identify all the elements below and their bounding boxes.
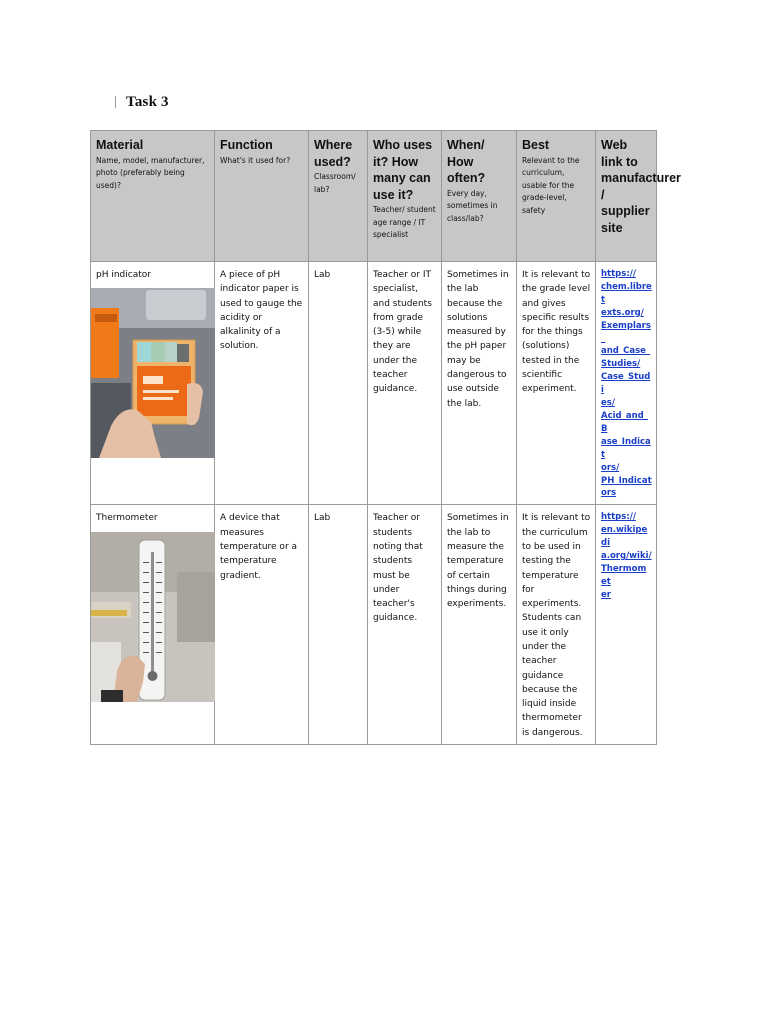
- material-name: pH indicator: [96, 270, 151, 280]
- table-header-row: [91, 131, 657, 262]
- thermometer-photo: [91, 532, 215, 702]
- when-cell: Sometimes in the lab because the solutions measured by the pH paper may be dangerous to use outside the lab.: [442, 262, 517, 505]
- where-cell: Lab: [309, 505, 368, 745]
- header-material: Material Name, model, manufacturer, photo (preferably being used)?: [91, 131, 215, 262]
- header-who-uses: Who uses it? How many can use it? Teacher/ student age range / IT specialist: [368, 131, 442, 262]
- when-cell: Sometimes in the lab to measure the temperature of certain things during experiments.: [442, 505, 517, 745]
- web-link-cell: [596, 262, 657, 505]
- where-cell: Lab: [309, 262, 368, 505]
- header-web-link: Web link to manufacturer / supplier site: [596, 131, 657, 262]
- material-cell: [91, 262, 215, 505]
- material-name: Thermometer: [96, 513, 158, 524]
- table-row: [91, 505, 657, 745]
- ph-indicator-link[interactable]: https:// chem.libret exts.org/ Exemplars_ and_Case_ Studies/ Case_Studi es/ Acid_and_B ase_Indicat ors/ PH_Indicat ors: [601, 269, 652, 499]
- header-best: Best Relevant to the curriculum, usable for the grade-level, safety: [517, 131, 596, 262]
- thermometer-link[interactable]: https:// en.wikipedi a.org/wiki/ Thermomet er: [601, 512, 652, 600]
- web-link-cell: [596, 505, 657, 745]
- best-cell: It is relevant to the grade level and gives specific results for the things (solutions) tested in the scientific experiment.: [517, 262, 596, 505]
- header-when: When/ How often? Every day, sometimes in class/lab?: [442, 131, 517, 262]
- materials-table: [90, 130, 681, 745]
- text-cursor: [115, 96, 116, 108]
- best-cell: It is relevant to the curriculum to be used in testing the temperature for experiments. Students can use it only under the teacher guidance because the liquid inside thermometer is dangerous.: [517, 505, 596, 745]
- who-cell: Teacher or students noting that students must be under teacher's guidance.: [368, 505, 442, 745]
- header-function: Function What's it used for?: [215, 131, 309, 262]
- function-cell: A device that measures temperature or a temperature gradient.: [215, 505, 309, 745]
- page-title: Task 3: [126, 94, 169, 110]
- table-row: [91, 262, 657, 505]
- function-cell: A piece of pH indicator paper is used to gauge the acidity or alkalinity of a solution.: [215, 262, 309, 505]
- material-cell: [91, 505, 215, 745]
- who-cell: Teacher or IT specialist, and students from grade (3-5) while they are under the teacher guidance.: [368, 262, 442, 505]
- header-where-used: Where used? Classroom/ lab?: [309, 131, 368, 262]
- ph-indicator-photo: [91, 288, 215, 458]
